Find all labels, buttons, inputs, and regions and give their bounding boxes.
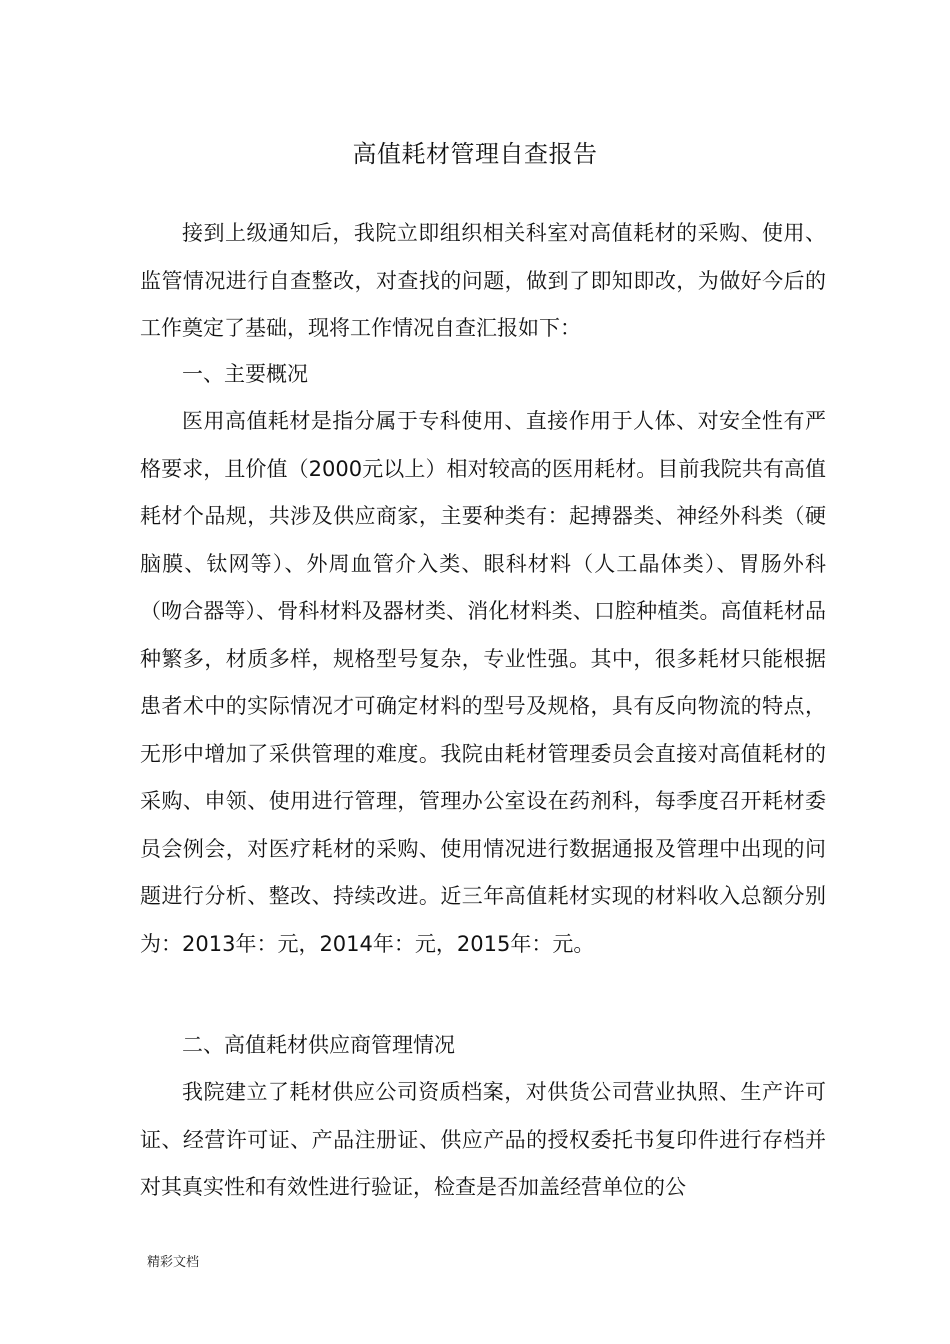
supplier-management-paragraph: 我院建立了耗材供应公司资质档案，对供货公司营业执照、生产许可证、经营许可证、产品注册证、供应产品的授权委托书复印件进行存档并对其真实性和有效性进行验证，检查是否加盖经营单位的公 — [140, 1080, 826, 1199]
intro-paragraph: 接到上级通知后，我院立即组织相关科室对高值耗材的采购、使用、监管情况进行自查整改，对查找的问题，做到了即知即改，为做好今后的工作奠定了基础，现将工作情况自查汇报如下： — [140, 221, 826, 340]
section-heading-supplier-management: 二、高值耗材供应商管理情况 — [182, 1033, 455, 1057]
section-heading-overview: 一、主要概况 — [182, 362, 308, 386]
document-title: 高值耗材管理自查报告 — [352, 140, 598, 168]
footer-watermark: 精彩文档 — [147, 1255, 200, 1270]
overview-paragraph: 医用高值耗材是指分属于专科使用、直接作用于人体、对安全性有严格要求，且价值（2000元以上）相对较高的医用耗材。目前我院共有高值耗材个品规，共涉及供应商家，主要种类有：起搏器类、神经外科类（硬脑膜、钛网等）、外周血管介入类、眼科材料（人工晶体类）、胃肠外科（吻合器等）、骨科材料及器材类、消化材料类、口腔种植类。高值耗材品种繁多，材质多样，规格型号复杂，专业性强。其中，很多耗材只能根据患者术中的实际情况才可确定材料的型号及规格，具有反向物流的特点，无形中增加了采供管理的难度。我院由耗材管理委员会直接对高值耗材的采购、申领、使用进行管理，管理办公室设在药剂科，每季度召开耗材委员会例会，对医疗耗材的采购、使用情况进行数据通报及管理中出现的问题进行分析、整改、持续改进。近三年高值耗材实现的材料收入总额分别为：2013年：元，2014年：元，2015年：元。 — [140, 409, 826, 956]
